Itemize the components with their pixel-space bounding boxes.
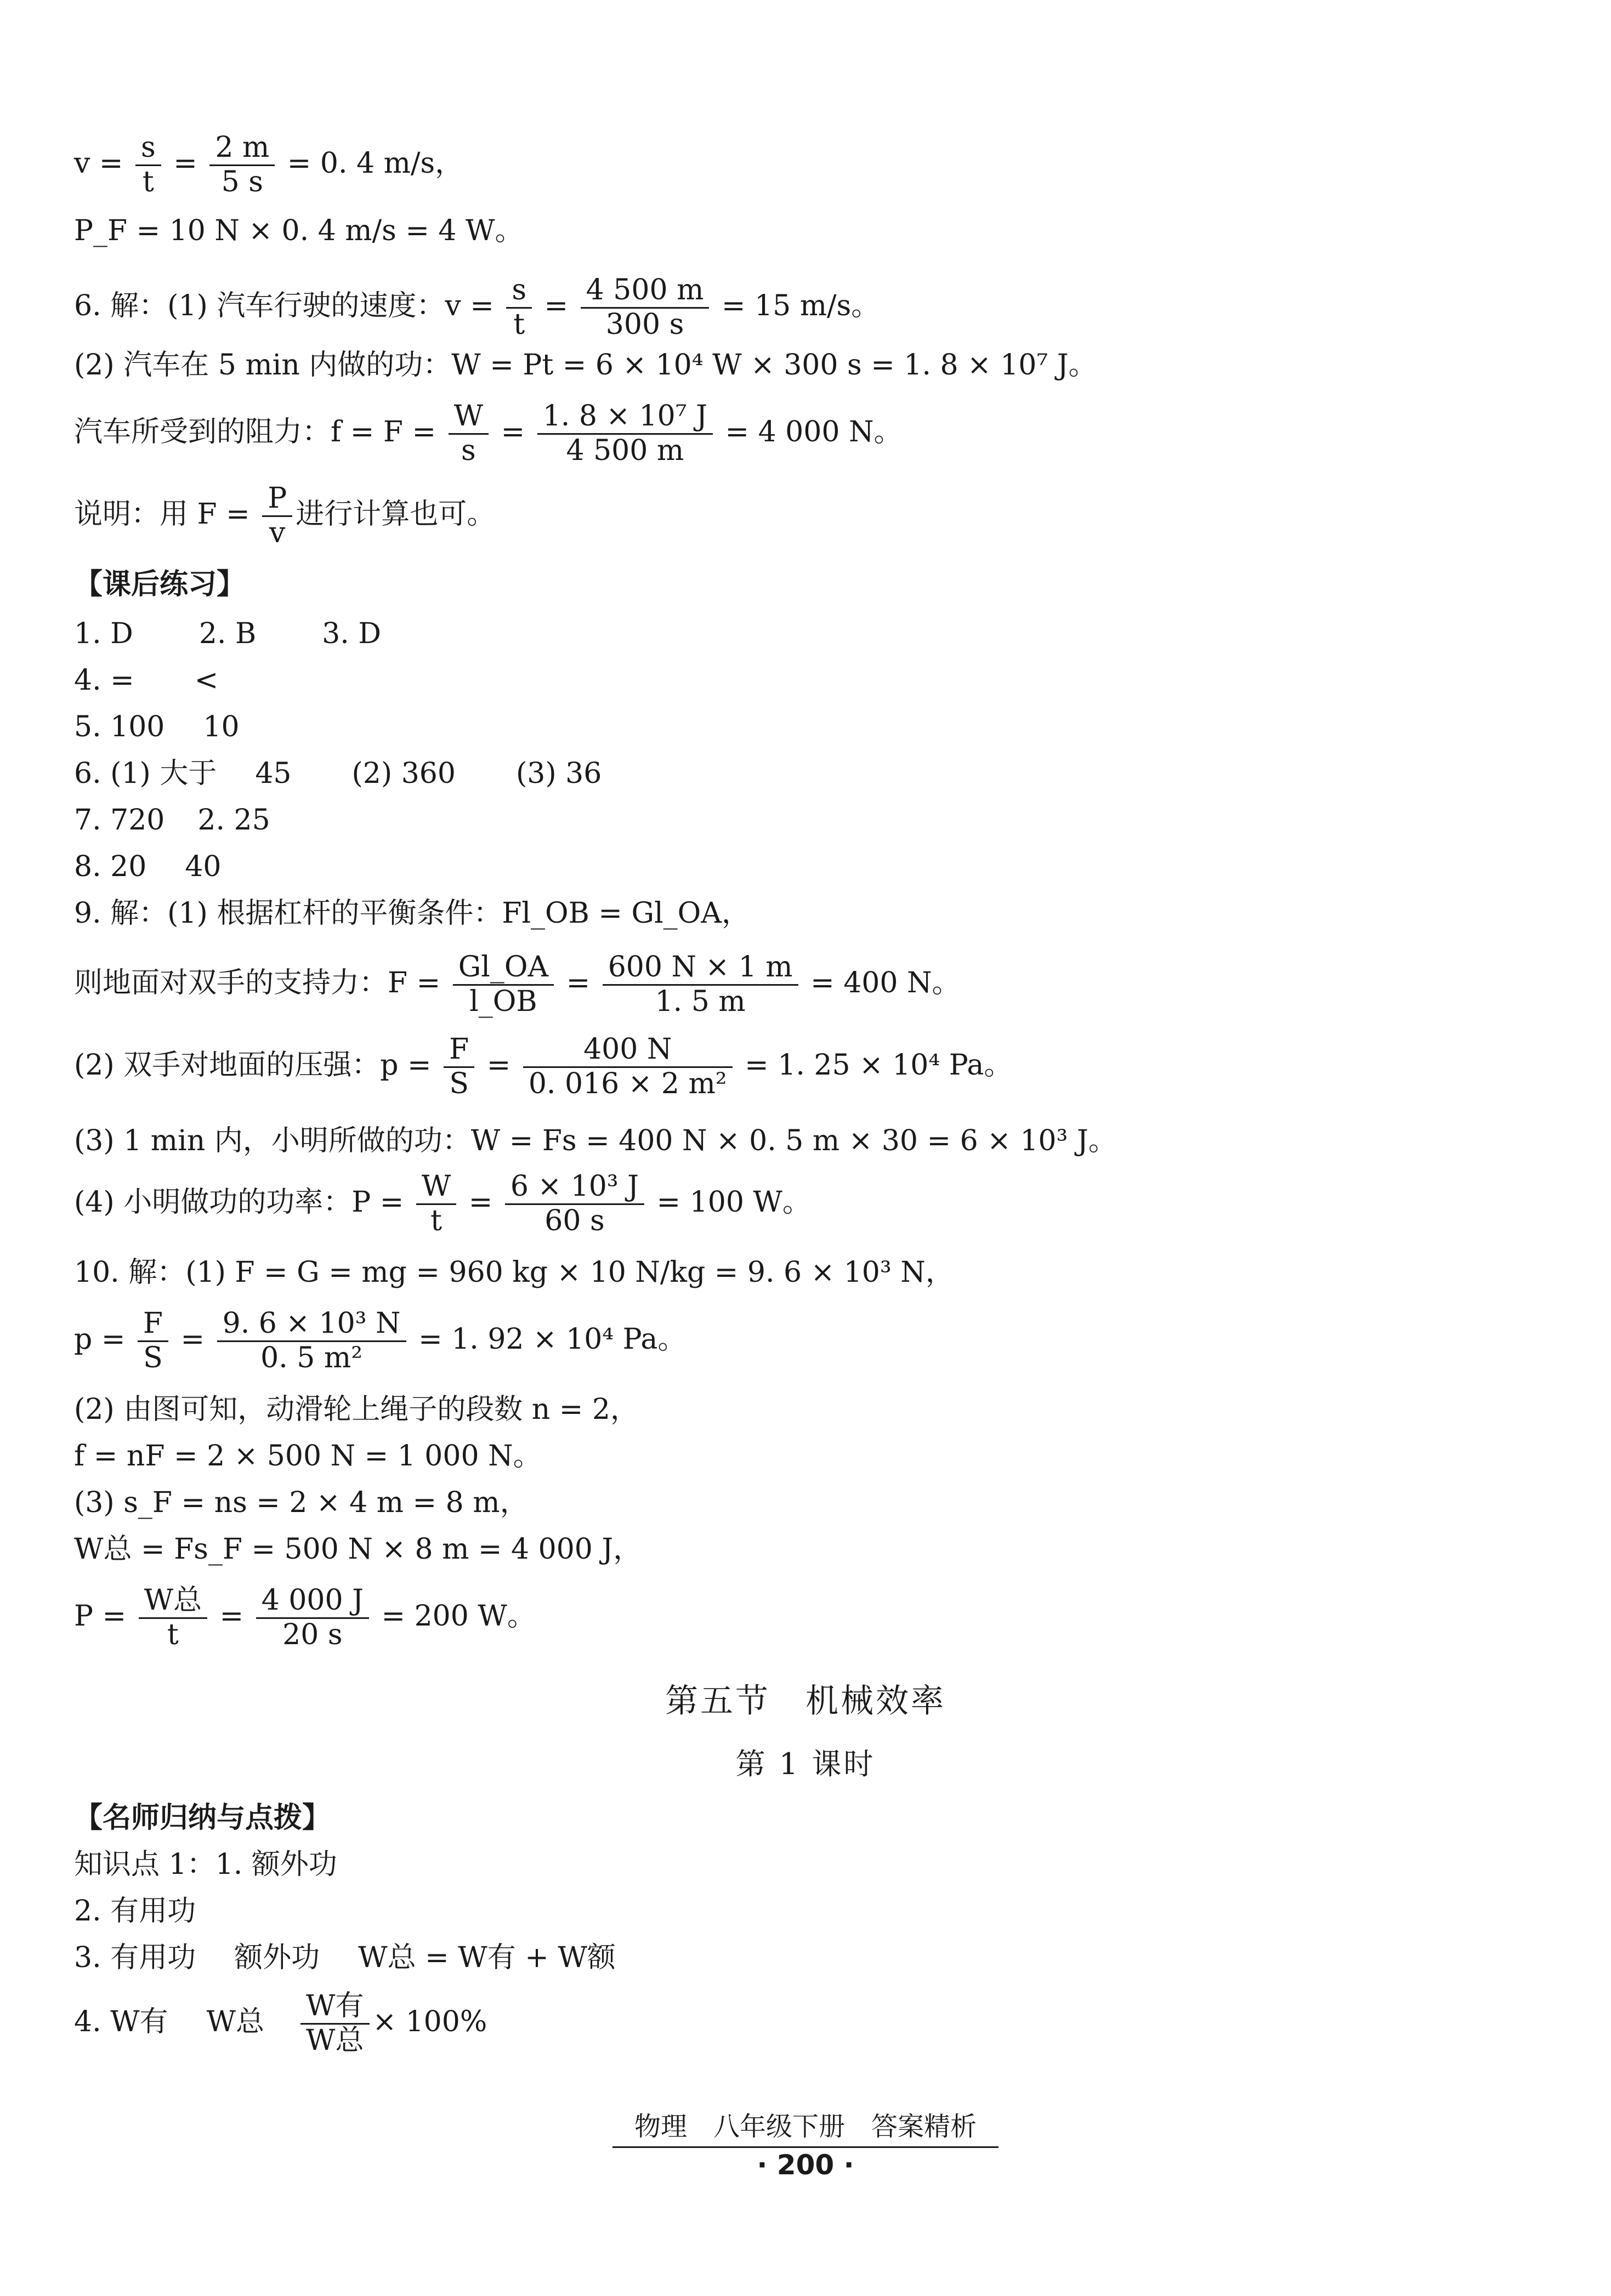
knowledge-point-1: 知识点 1：1. 额外功 bbox=[74, 1848, 337, 1881]
knowledge-point-3: 3. 有用功 额外功 W总 = W有 + W额 bbox=[74, 1941, 616, 1974]
answer-row-4: 4. = < bbox=[74, 664, 219, 697]
line-q9-pressure: (2) 双手对地面的压强：p = $\frac{F}{S}$ = $\frac{400 N}{\text{0. 016 × 2 m²}}$ = 1. 25 × 10⁴ Pa。 bbox=[74, 1033, 1013, 1100]
section-title: 第五节 机械效率 bbox=[665, 1682, 946, 1720]
answer-row-8: 8. 20 40 bbox=[74, 850, 222, 883]
line-velocity-calc: v = $\frac{s}{t}$ = $\frac{2 m}{5 s}$ = 0. 4 m/s， bbox=[74, 131, 464, 198]
lesson-title: 第 1 课时 bbox=[735, 1747, 876, 1781]
footer-book-title: 物理 八年级下册 答案精析 bbox=[0, 2105, 1611, 2148]
line-q9-power: (4) 小明做功的功率：P = $\frac{W}{t}$ = $\frac{\text{6 × 10³ J}}{60 s}$ = 100 W。 bbox=[74, 1170, 811, 1237]
answer-row-1-3: 1. D 2. B 3. D bbox=[74, 617, 382, 650]
line-q6-resistance: 汽车所受到的阻力：f = F = $\frac{W}{s}$ = $\frac{\text{1. 8 × 10⁷ J}}{4 500 m}$ = 4 000 N。 bbox=[74, 400, 903, 467]
line-q10-power: P = $\frac{\text{W总}}{t}$ = $\frac{4 000 J}{20 s}$ = 200 W。 bbox=[74, 1584, 536, 1651]
line-q10-friction: f = nF = 2 × 500 N = 1 000 N。 bbox=[74, 1440, 542, 1473]
line-q10-pressure: p = $\frac{F}{S}$ = $\frac{\text{9. 6 × 10³ N}}{\text{0. 5 m²}}$ = 1. 92 × 10⁴ Pa。 bbox=[74, 1307, 687, 1374]
line-q10-segments: (2) 由图可知，动滑轮上绳子的段数 n = 2， bbox=[74, 1393, 639, 1426]
knowledge-point-4: 4. W有 W总 $\frac{\text{W有}}{\text{W总}}$ × 100% bbox=[74, 1990, 487, 2057]
heading-after-class-exercise: 【课后练习】 bbox=[74, 568, 246, 601]
heading-teacher-summary: 【名师归纳与点拨】 bbox=[74, 1801, 331, 1834]
knowledge-point-2: 2. 有用功 bbox=[74, 1895, 196, 1928]
line-q9-lever: 9. 解：(1) 根据杠杆的平衡条件：Fl_OB = Gl_OA， bbox=[74, 897, 750, 930]
line-q10-force: 10. 解：(1) F = G = mg = 960 kg × 10 N/kg = 9. 6 × 10³ N， bbox=[74, 1256, 954, 1289]
line-power-calc: P_F = 10 N × 0. 4 m/s = 4 W。 bbox=[74, 214, 524, 247]
answer-row-5: 5. 100 10 bbox=[74, 711, 240, 743]
line-q9-work: (3) 1 min 内，小明所做的功：W = Fs = 400 N × 0. 5 m × 30 = 6 × 10³ J。 bbox=[74, 1124, 1117, 1157]
line-q6-work: (2) 汽车在 5 min 内做的功：W = Pt = 6 × 10⁴ W × 300 s = 1. 8 × 10⁷ J。 bbox=[74, 349, 1097, 382]
answer-row-6: 6. (1) 大于 45 (2) 360 (3) 36 bbox=[74, 757, 602, 790]
line-q6-speed: 6. 解：(1) 汽车行驶的速度：v = $\frac{s}{t}$ = $\frac{4 500 m}{300 s}$ = 15 m/s。 bbox=[74, 274, 880, 341]
line-q10-distance: (3) s_F = ns = 2 × 4 m = 8 m， bbox=[74, 1486, 529, 1519]
line-q9-support-force: 则地面对双手的支持力：F = $\frac{Gl\_OA}{l\_OB}$ = $\frac{600 N \times 1 m}{1. 5 m}$ = 400 N。 bbox=[74, 951, 961, 1018]
answer-row-7: 7. 720 2. 25 bbox=[74, 804, 270, 837]
page-number: · 200 · bbox=[757, 2149, 854, 2181]
line-q10-total-work: W总 = Fs_F = 500 N × 8 m = 4 000 J， bbox=[74, 1533, 642, 1566]
line-q6-note: 说明：用 F = $\frac{P}{v}$ 进行计算也可。 bbox=[74, 482, 496, 549]
